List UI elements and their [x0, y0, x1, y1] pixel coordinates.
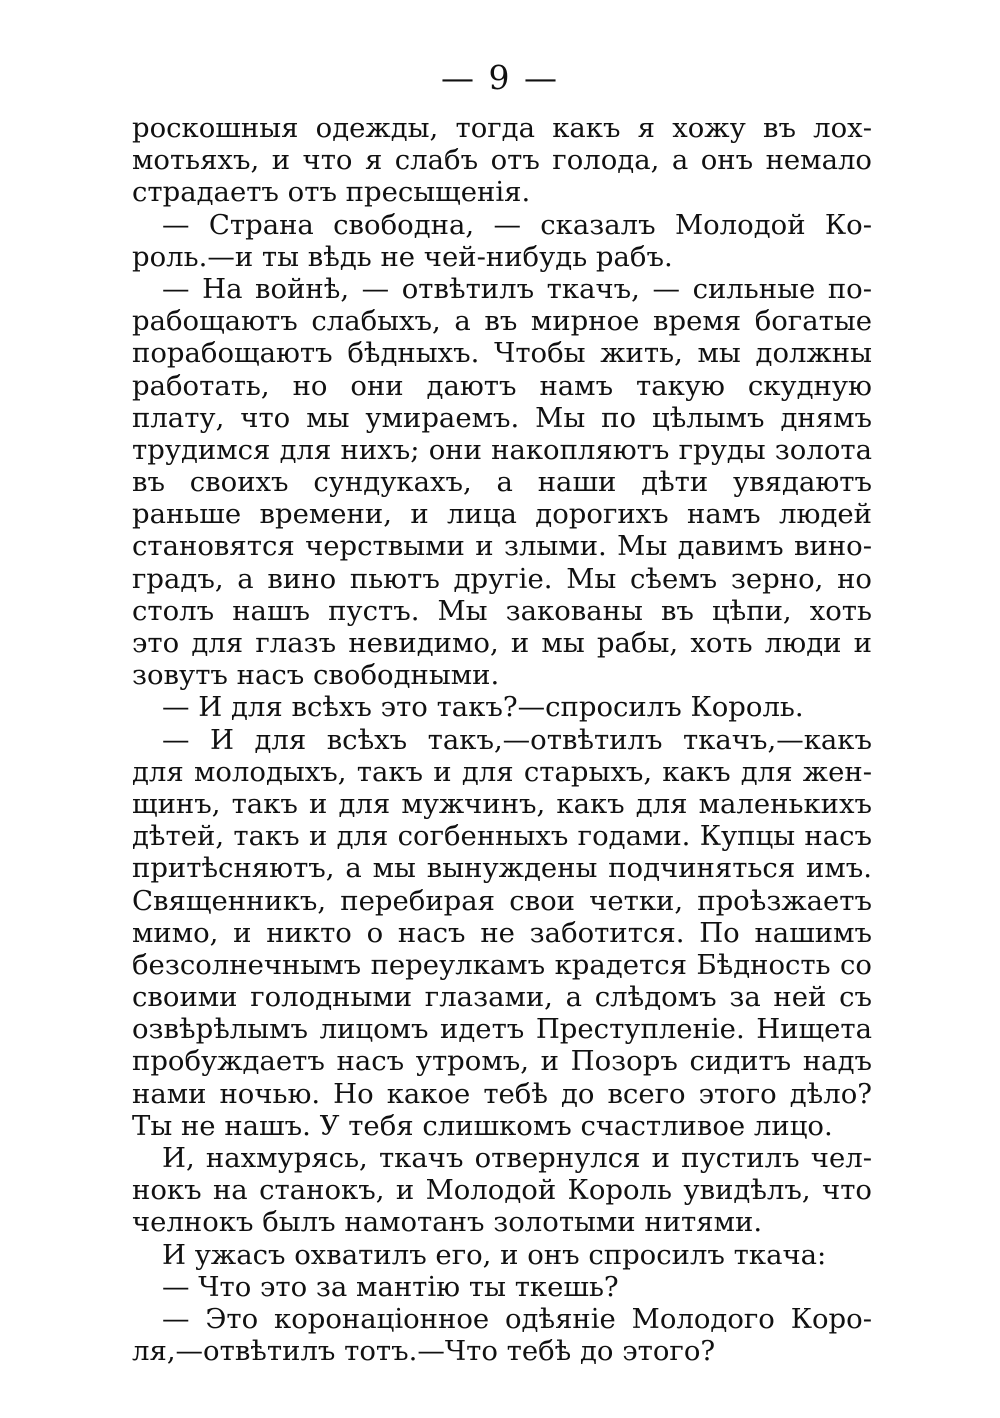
- text-line: притѣсняютъ, а мы вынуждены подчиняться имъ.: [132, 852, 872, 885]
- text-line: нокъ на станокъ, и Молодой Король увидѣлъ, что: [132, 1174, 872, 1207]
- text-line: челнокъ былъ намотанъ золотыми нитями.: [132, 1206, 763, 1239]
- text-line: Ты не нашъ. У тебя слишкомъ счастливое лицо.: [132, 1109, 833, 1142]
- text-line: — На войнѣ, — отвѣтилъ ткачъ, — сильные по-: [162, 272, 872, 305]
- text-line: градъ, а вино пьютъ другіе. Мы сѣемъ зерно, но: [132, 562, 872, 595]
- text-line: — И для всѣхъ это такъ?—спросилъ Король.: [162, 691, 804, 724]
- text-line: порабощаютъ бѣдныхъ. Чтобы жить, мы должны: [132, 337, 872, 370]
- text-line: зовутъ насъ свободными.: [132, 659, 500, 692]
- page-number: — 9 —: [441, 58, 559, 97]
- text-line: раньше времени, и лица дорогихъ намъ людей: [132, 498, 872, 531]
- text-line: — Это коронаціонное одѣяніе Молодого Коро-: [162, 1302, 872, 1335]
- text-line: роль.—и ты вѣдь не чей-нибудь рабъ.: [132, 240, 673, 273]
- text-line: плату, что мы умираемъ. Мы по цѣлымъ днямъ: [132, 401, 872, 434]
- text-line: это для глазъ невидимо, и мы рабы, хоть люди и: [132, 627, 872, 659]
- text-line: рабощаютъ слабыхъ, а въ мирное время богатые: [132, 305, 872, 338]
- text-line: Священникъ, перебирая свои четки, проѣзжаетъ: [132, 884, 872, 917]
- text-line: мимо, и никто о насъ не заботится. По нашимъ: [132, 916, 872, 949]
- text-line: — Что это за мантію ты ткешь?: [162, 1270, 619, 1303]
- body-text: [132, 112, 872, 1367]
- text-line: безсолнечнымъ переулкамъ крадется Бѣдность со: [132, 948, 872, 981]
- text-line: страдаетъ отъ пресыщенія.: [132, 176, 531, 209]
- text-line: дѣтей, такъ и для согбенныхъ годами. Купцы насъ: [132, 820, 872, 853]
- text-line: озвѣрѣлымъ лицомъ идетъ Преступленіе. Нищета: [132, 1013, 872, 1046]
- text-line: ля,—отвѣтилъ тотъ.—Что тебѣ до этого?: [132, 1335, 716, 1368]
- text-line: въ своихъ сундукахъ, а наши дѣти увядаютъ: [132, 466, 872, 499]
- text-line: — Страна свободна, — сказалъ Молодой Ко-: [162, 208, 872, 241]
- text-line: И, нахмурясь, ткачъ отвернулся и пустилъ чел-: [162, 1142, 872, 1174]
- text-line: И ужасъ охватилъ его, и онъ спросилъ ткача:: [162, 1238, 827, 1271]
- text-line: трудимся для нихъ; они накопляютъ груды золота: [132, 433, 872, 466]
- text-line: щинъ, такъ и для мужчинъ, какъ для маленькихъ: [132, 787, 872, 820]
- text-line: роскошныя одежды, тогда какъ я хожу въ лох-: [132, 112, 872, 144]
- text-line: нами ночью. Но какое тебѣ до всего этого дѣло?: [132, 1077, 872, 1110]
- text-line: работать, но они даютъ намъ такую скудную: [132, 369, 872, 402]
- text-line: пробуждаетъ насъ утромъ, и Позоръ сидитъ надъ: [132, 1045, 872, 1078]
- text-line: своими голодными глазами, а слѣдомъ за ней съ: [132, 981, 872, 1014]
- text-line: мотьяхъ, и что я слабъ отъ голода, а онъ немало: [132, 144, 872, 177]
- text-line: столъ нашъ пустъ. Мы закованы въ цѣпи, хоть: [132, 594, 872, 627]
- text-line: — И для всѣхъ такъ,—отвѣтилъ ткачъ,—какъ: [162, 723, 872, 756]
- text-line: становятся черствыми и злыми. Мы давимъ вино-: [132, 530, 872, 563]
- text-line: для молодыхъ, такъ и для старыхъ, какъ для жен-: [132, 755, 872, 788]
